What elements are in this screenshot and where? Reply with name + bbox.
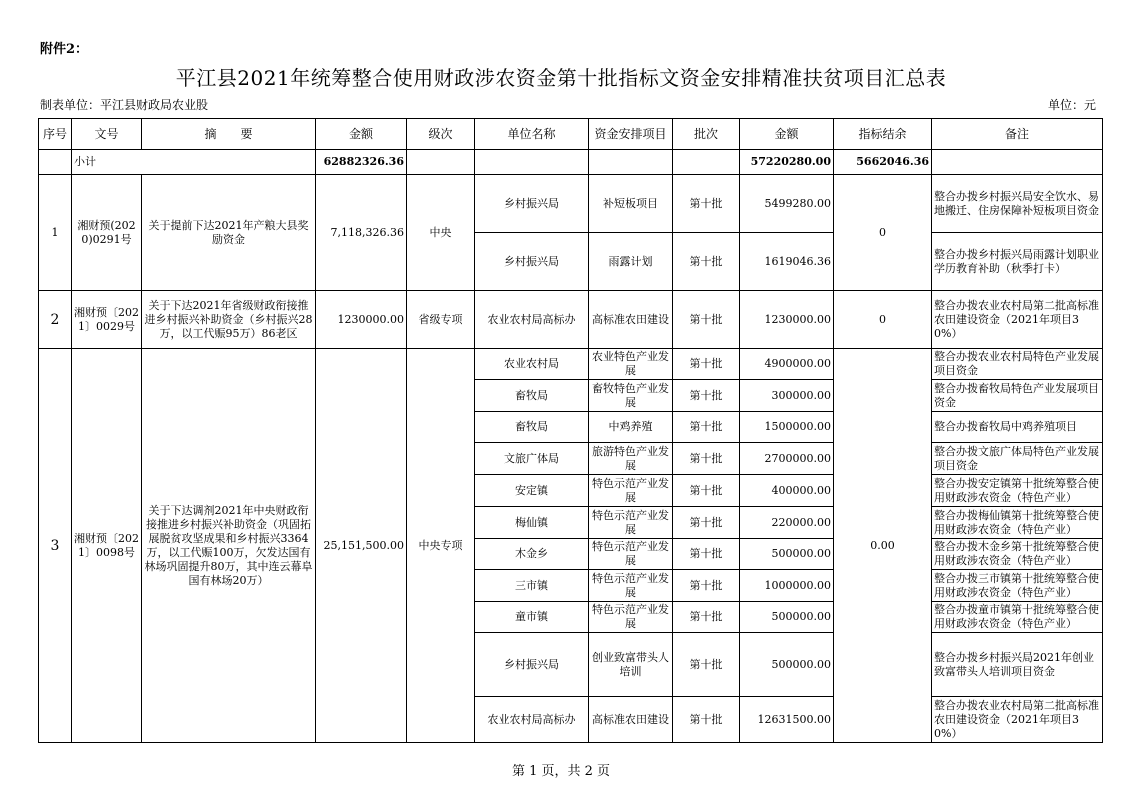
row-amount: 500000.00 — [740, 602, 834, 633]
project-name: 旅游特色产业发展 — [589, 443, 673, 475]
header-row — [39, 119, 1103, 150]
maker-label: 制表单位：平江县财政局农业股 — [40, 98, 209, 112]
project-name: 特色示范产业发展 — [589, 507, 673, 539]
unit-name: 农业农村局高标办 — [475, 697, 589, 743]
project-name: 高标准农田建设 — [589, 291, 673, 349]
project-name: 特色示范产业发展 — [589, 570, 673, 602]
row-amount: 300000.00 — [740, 380, 834, 412]
row-amount: 1000000.00 — [740, 570, 834, 602]
unit-name: 童市镇 — [475, 602, 589, 633]
unit-name: 乡村振兴局 — [475, 233, 589, 291]
batch: 第十批 — [673, 539, 740, 570]
batch: 第十批 — [673, 175, 740, 233]
note: 整合办拨三市镇第十批统筹整合使用财政涉农资金（特色产业） — [932, 570, 1103, 602]
batch: 第十批 — [673, 602, 740, 633]
batch: 第十批 — [673, 633, 740, 697]
note: 整合办拨畜牧局中鸡养殖项目 — [932, 412, 1103, 443]
batch: 第十批 — [673, 507, 740, 539]
batch: 第十批 — [673, 349, 740, 380]
row-amount: 5499280.00 — [740, 175, 834, 233]
summary-table — [38, 118, 1103, 743]
batch: 第十批 — [673, 380, 740, 412]
batch: 第十批 — [673, 697, 740, 743]
subtotal-balance: 5662046.36 — [834, 150, 932, 175]
row-amount: 4900000.00 — [740, 349, 834, 380]
unit-name: 农业农村局高标办 — [475, 291, 589, 349]
header-cell: 摘 要 — [142, 119, 316, 150]
header-cell: 金额 — [740, 119, 834, 150]
project-name: 农业特色产业发展 — [589, 349, 673, 380]
header-cell: 级次 — [407, 119, 475, 150]
balance: 0 — [834, 291, 932, 349]
table-row — [39, 291, 1103, 349]
header-cell: 批次 — [673, 119, 740, 150]
row-amount: 500000.00 — [740, 633, 834, 697]
header-cell: 备注 — [932, 119, 1103, 150]
note: 整合办拨农业农村局第二批高标准农田建设资金（2021年项目30%） — [932, 697, 1103, 743]
header-cell: 文号 — [72, 119, 142, 150]
unit-name: 文旅广体局 — [475, 443, 589, 475]
header-cell: 序号 — [39, 119, 72, 150]
batch: 第十批 — [673, 291, 740, 349]
row-amount: 1619046.36 — [740, 233, 834, 291]
summary-text: 关于下达2021年省级财政衔接推进乡村振兴补助资金（乡村振兴28万，以工代赈95万）86老区 — [142, 291, 316, 349]
project-name: 创业致富带头人培训 — [589, 633, 673, 697]
unit-label: 单位：元 — [1047, 98, 1096, 112]
unit-name: 乡村振兴局 — [475, 175, 589, 233]
header-cell: 金额 — [316, 119, 407, 150]
project-name: 中鸡养殖 — [589, 412, 673, 443]
batch: 第十批 — [673, 443, 740, 475]
summary-text: 关于下达调剂2021年中央财政衔接推进乡村振兴补助资金（巩固拓展脱贫攻坚成果和乡村振兴3364万，以工代赈100万，欠发达国有林场巩固提升80万，其中连云幕阜国有林场20万） — [142, 349, 316, 743]
serial-number: 3 — [39, 349, 72, 743]
unit-name: 安定镇 — [475, 475, 589, 507]
level: 省级专项 — [407, 291, 475, 349]
unit-name: 畜牧局 — [475, 380, 589, 412]
note: 整合办拨乡村振兴局雨露计划职业学历教育补助（秋季打卡） — [932, 233, 1103, 291]
balance: 0.00 — [834, 349, 932, 743]
doc-number: 湘财预〔2021〕0098号 — [72, 349, 142, 743]
level: 中央 — [407, 175, 475, 291]
group-amount: 1230000.00 — [316, 291, 407, 349]
table-row — [39, 175, 1103, 233]
note: 整合办拨木金乡第十批统筹整合使用财政涉农资金（特色产业） — [932, 539, 1103, 570]
page-footer: 第 1 页，共 2 页 — [511, 764, 611, 779]
note: 整合办拨农业农村局特色产业发展项目资金 — [932, 349, 1103, 380]
group-amount: 7,118,326.36 — [316, 175, 407, 291]
attachment-label: 附件2： — [40, 42, 89, 57]
batch: 第十批 — [673, 233, 740, 291]
header-cell: 资金安排项目 — [589, 119, 673, 150]
doc-number: 湘财预(2020)0291号 — [72, 175, 142, 291]
serial-number: 2 — [39, 291, 72, 349]
serial-number: 1 — [39, 175, 72, 291]
balance: 0 — [834, 175, 932, 291]
project-name: 畜牧特色产业发展 — [589, 380, 673, 412]
unit-name: 乡村振兴局 — [475, 633, 589, 697]
note: 整合办拨畜牧局特色产业发展项目资金 — [932, 380, 1103, 412]
note: 整合办拨梅仙镇第十批统筹整合使用财政涉农资金（特色产业） — [932, 507, 1103, 539]
subtotal-amount: 62882326.36 — [316, 150, 407, 175]
level: 中央专项 — [407, 349, 475, 743]
row-amount: 400000.00 — [740, 475, 834, 507]
header-cell: 指标结余 — [834, 119, 932, 150]
project-name: 补短板项目 — [589, 175, 673, 233]
row-amount: 1230000.00 — [740, 291, 834, 349]
note: 整合办拨乡村振兴局安全饮水、易地搬迁、住房保障补短板项目资金 — [932, 175, 1103, 233]
note: 整合办拨乡村振兴局2021年创业致富带头人培训项目资金 — [932, 633, 1103, 697]
project-name: 特色示范产业发展 — [589, 539, 673, 570]
row-amount: 220000.00 — [740, 507, 834, 539]
batch: 第十批 — [673, 412, 740, 443]
unit-name: 三市镇 — [475, 570, 589, 602]
table-row — [39, 349, 1103, 380]
header-cell: 单位名称 — [475, 119, 589, 150]
group-amount: 25,151,500.00 — [316, 349, 407, 743]
project-name: 雨露计划 — [589, 233, 673, 291]
row-amount: 12631500.00 — [740, 697, 834, 743]
note: 整合办拨童市镇第十批统筹整合使用财政涉农资金（特色产业） — [932, 602, 1103, 633]
doc-number: 湘财预〔2021〕0029号 — [72, 291, 142, 349]
row-amount: 2700000.00 — [740, 443, 834, 475]
note: 整合办拨安定镇第十批统筹整合使用财政涉农资金（特色产业） — [932, 475, 1103, 507]
unit-name: 农业农村局 — [475, 349, 589, 380]
subtotal-label: 小计 — [72, 150, 316, 175]
unit-name: 木金乡 — [475, 539, 589, 570]
row-amount: 500000.00 — [740, 539, 834, 570]
unit-name: 畜牧局 — [475, 412, 589, 443]
subtotal-amount2: 57220280.00 — [740, 150, 834, 175]
batch: 第十批 — [673, 475, 740, 507]
project-name: 特色示范产业发展 — [589, 475, 673, 507]
subtotal-row — [39, 150, 1103, 175]
note: 整合办拨文旅广体局特色产业发展项目资金 — [932, 443, 1103, 475]
batch: 第十批 — [673, 570, 740, 602]
page-title: 平江县2021年统筹整合使用财政涉农资金第十批指标文资金安排精准扶贫项目汇总表 — [175, 66, 947, 90]
unit-name: 梅仙镇 — [475, 507, 589, 539]
note: 整合办拨农业农村局第二批高标准农田建设资金（2021年项目30%） — [932, 291, 1103, 349]
project-name: 高标准农田建设 — [589, 697, 673, 743]
summary-text: 关于提前下达2021年产粮大县奖励资金 — [142, 175, 316, 291]
row-amount: 1500000.00 — [740, 412, 834, 443]
project-name: 特色示范产业发展 — [589, 602, 673, 633]
